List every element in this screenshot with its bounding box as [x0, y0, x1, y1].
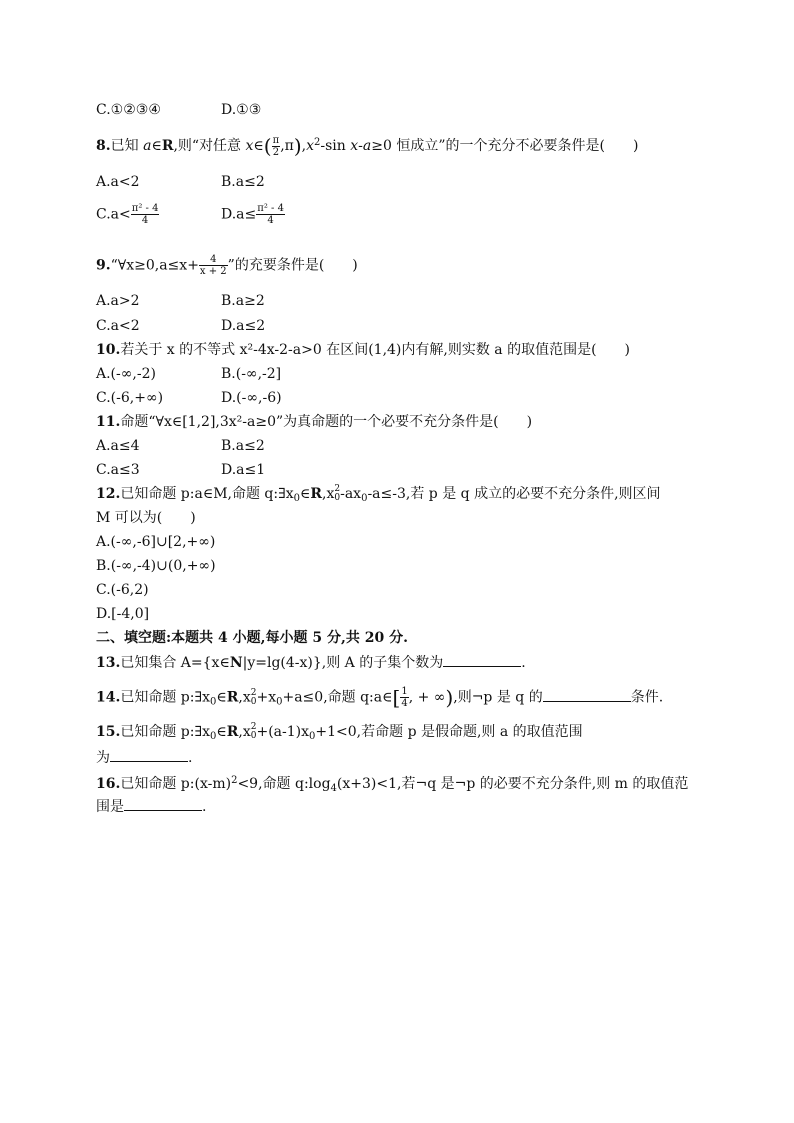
- q11-option-a: A.a≤4: [96, 438, 140, 454]
- q12-option-d: D.[-4,0]: [96, 606, 150, 622]
- q7-option-c: C.①②③④: [96, 102, 161, 118]
- q9-number: 9.: [96, 257, 111, 274]
- q10-option-d: D.(-∞,-6): [221, 390, 282, 406]
- q9-option-c: C.a<2: [96, 318, 140, 334]
- q16-answer-blank[interactable]: [124, 797, 202, 811]
- q10-number: 10.: [96, 342, 121, 358]
- q8-option-a: A.a<2: [96, 174, 140, 190]
- q11-number: 11.: [96, 414, 121, 430]
- q13-answer-blank[interactable]: [443, 653, 521, 667]
- q9-option-b: B.a≥2: [221, 293, 265, 309]
- q14-answer-blank[interactable]: [543, 688, 631, 702]
- q8-option-b: B.a≤2: [221, 174, 265, 190]
- q8-number: 8.: [96, 138, 111, 154]
- q16-number: 16.: [96, 776, 121, 792]
- q13-number: 13.: [96, 655, 121, 671]
- q11-stem: 11.命题“∀x∈[1,2],3x²-a≥0”为真命题的一个必要不充分条件是( ): [96, 414, 533, 430]
- q15-answer-blank[interactable]: [110, 748, 188, 762]
- q8-option-d: D.a≤ $\frac{\text{π² - 4}}{4}$: [221, 203, 284, 226]
- q14-stem: 14.已知命题 $p:\exists x_0\in R,x$ 2 0 $+x_0+a\le 0$,命题 q:a∈[ $\frac{1}{4}$ , + ∞),则¬p 是 q 的 条件.: [96, 685, 664, 710]
- q10-option-a: A.(-∞,-2): [96, 366, 156, 382]
- q12-stem: 12.已知命题 p:a∈M,命题 $q:\exists x_0\in R,x$ 2 0 $-ax_0-a\le-3$,若 p 是 q 成立的必要不充分条件,则区间: [96, 484, 661, 504]
- q10-option-c: C.(-6,+∞): [96, 390, 164, 406]
- q11-option-d: D.a≤1: [221, 462, 266, 478]
- q16-stem-line2: 围是 .: [96, 799, 207, 815]
- q7-option-d: D.①③: [221, 102, 262, 118]
- q11-option-c: C.a≤3: [96, 462, 140, 478]
- q8-interval-fraction: $\frac{\pi}{2}$: [272, 134, 280, 158]
- q12-option-a: A.(-∞,-6]∪[2,+∞): [96, 534, 216, 550]
- q15-stem: 15.已知命题 $p:\exists x_0\in R,x$ 2 0 $+(a-1)x_0+1<0$,若命题 p 是假命题,则 a 的取值范围: [96, 722, 583, 742]
- q8-stem: 8.已知 a∈R,则“对任意 x∈( $\frac{\pi}{2}$ $,\pi),x^2-\sin$ x-a≥0 恒成立”的一个充分不必要条件是( ): [96, 134, 639, 158]
- q9-stem: 9.“∀x≥0,a≤x+ $\frac{4}{x + 2}$ ”的充要条件是( ): [96, 254, 358, 277]
- q12-stem-line2: M 可以为( ): [96, 510, 196, 526]
- q14-number: 14.: [96, 689, 121, 706]
- q13-stem: 13.已知集合 A={x∈N|y=lg(4-x)},则 A 的子集个数为 .: [96, 655, 526, 671]
- q9-option-d: D.a≤2: [221, 318, 266, 334]
- q15-number: 15.: [96, 724, 121, 740]
- section-heading: 二、填空题:本题共 4 小题,每小题 5 分,共 20 分.: [96, 630, 408, 646]
- q15-stem-line2: 为 .: [96, 750, 193, 766]
- q9-option-a: A.a>2: [96, 293, 140, 309]
- q10-option-b: B.(-∞,-2]: [221, 366, 282, 382]
- q11-option-b: B.a≤2: [221, 438, 265, 454]
- q12-option-c: C.(-6,2): [96, 582, 149, 598]
- q10-stem: 10.若关于 x 的不等式 x²-4x-2-a>0 在区间(1,4)内有解,则实数 a 的取值范围是( ): [96, 342, 631, 358]
- q8-option-c: C.a< $\frac{\text{π² - 4}}{4}$: [96, 203, 159, 226]
- q16-stem: 16.已知命题 $p:(x-m)^2<9$,命题 $q:\log_4(x+3)<1$,若¬q 是¬p 的必要不充分条件,则 m 的取值范: [96, 775, 689, 794]
- q12-number: 12.: [96, 486, 121, 502]
- q12-option-b: B.(-∞,-4)∪(0,+∞): [96, 558, 216, 574]
